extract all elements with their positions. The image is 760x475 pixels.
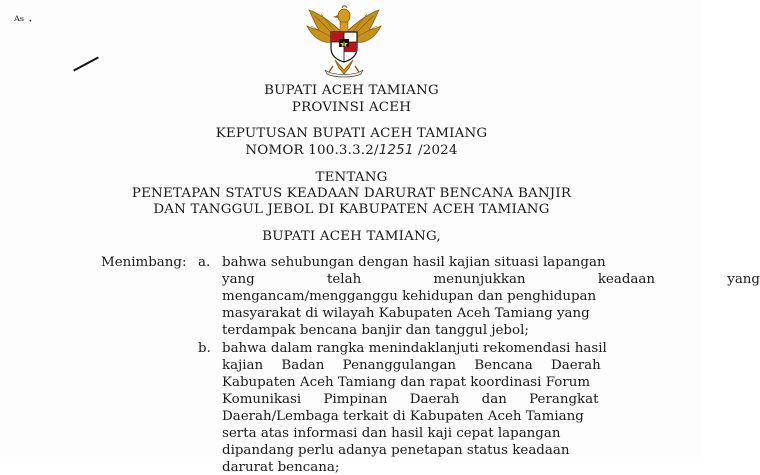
considering-label: Menimbang <box>101 255 182 270</box>
item-marker-b: b. <box>198 341 211 356</box>
decree-number <box>0 143 703 158</box>
considering-colon: : <box>182 255 187 270</box>
item-a-line-4: masyarakat di wilayah Kabupaten Aceh Tamiang yang <box>222 306 590 321</box>
item-b-line-8: darurat bencana; <box>222 460 340 475</box>
item-b-line-1: bahwa dalam rangka menindaklanjuti rekomendasi hasil <box>222 341 607 356</box>
about-heading: TENTANG <box>315 170 388 185</box>
decree-number-prefix: NOMOR 100.3.3.2/ <box>245 143 379 158</box>
regent-heading: BUPATI ACEH TAMIANG <box>264 83 439 98</box>
decree-number-suffix: /2024 <box>413 143 458 158</box>
subject-line-2: DAN TANGGUL JEBOL DI KABUPATEN ACEH TAMIANG <box>153 202 550 217</box>
item-b-line-3: Kabupaten Aceh Tamiang dan rapat koordinasi Forum <box>222 375 591 390</box>
item-a-line-2-text: yang telah menunjukkan keadaan yang <box>222 272 760 287</box>
item-a-line-1: bahwa sehubungan dengan hasil kajian situasi lapangan <box>222 255 606 270</box>
stray-pen-mark: ᴬˢ · <box>14 14 33 29</box>
item-marker-a: a. <box>198 255 211 270</box>
garuda-emblem-icon <box>303 4 385 78</box>
item-b-line-5: Daerah/Lembaga terkait di Kabupaten Aceh Tamiang <box>222 409 584 424</box>
stray-pen-stroke <box>73 57 99 72</box>
item-a-line-3: mengancam/mengganggu kehidupan dan penghidupan <box>222 289 597 304</box>
item-a-line-5: terdampak bencana banjir dan tanggul jebol; <box>222 323 529 338</box>
subject-line-1: PENETAPAN STATUS KEADAAN DARURAT BENCANA BANJIR <box>131 186 572 201</box>
item-b-line-4: Komunikasi Pimpinan Daerah dan Perangkat <box>222 392 599 407</box>
decree-number-handwritten: 1251 <box>378 143 414 158</box>
issuer-heading: BUPATI ACEH TAMIANG, <box>262 229 441 244</box>
decree-title: KEPUTUSAN BUPATI ACEH TAMIANG <box>215 126 488 141</box>
item-b-line-7: dipandang perlu adanya penetapan status keadaan <box>222 443 570 458</box>
item-a-line-2 <box>222 272 760 287</box>
item-b-line-6: serta atas informasi dan hasil kaji cepat lapangan <box>222 426 561 441</box>
province-heading: PROVINSI ACEH <box>291 100 412 115</box>
item-b-line-2: kajian Badan Penanggulangan Bencana Daerah <box>222 358 601 373</box>
